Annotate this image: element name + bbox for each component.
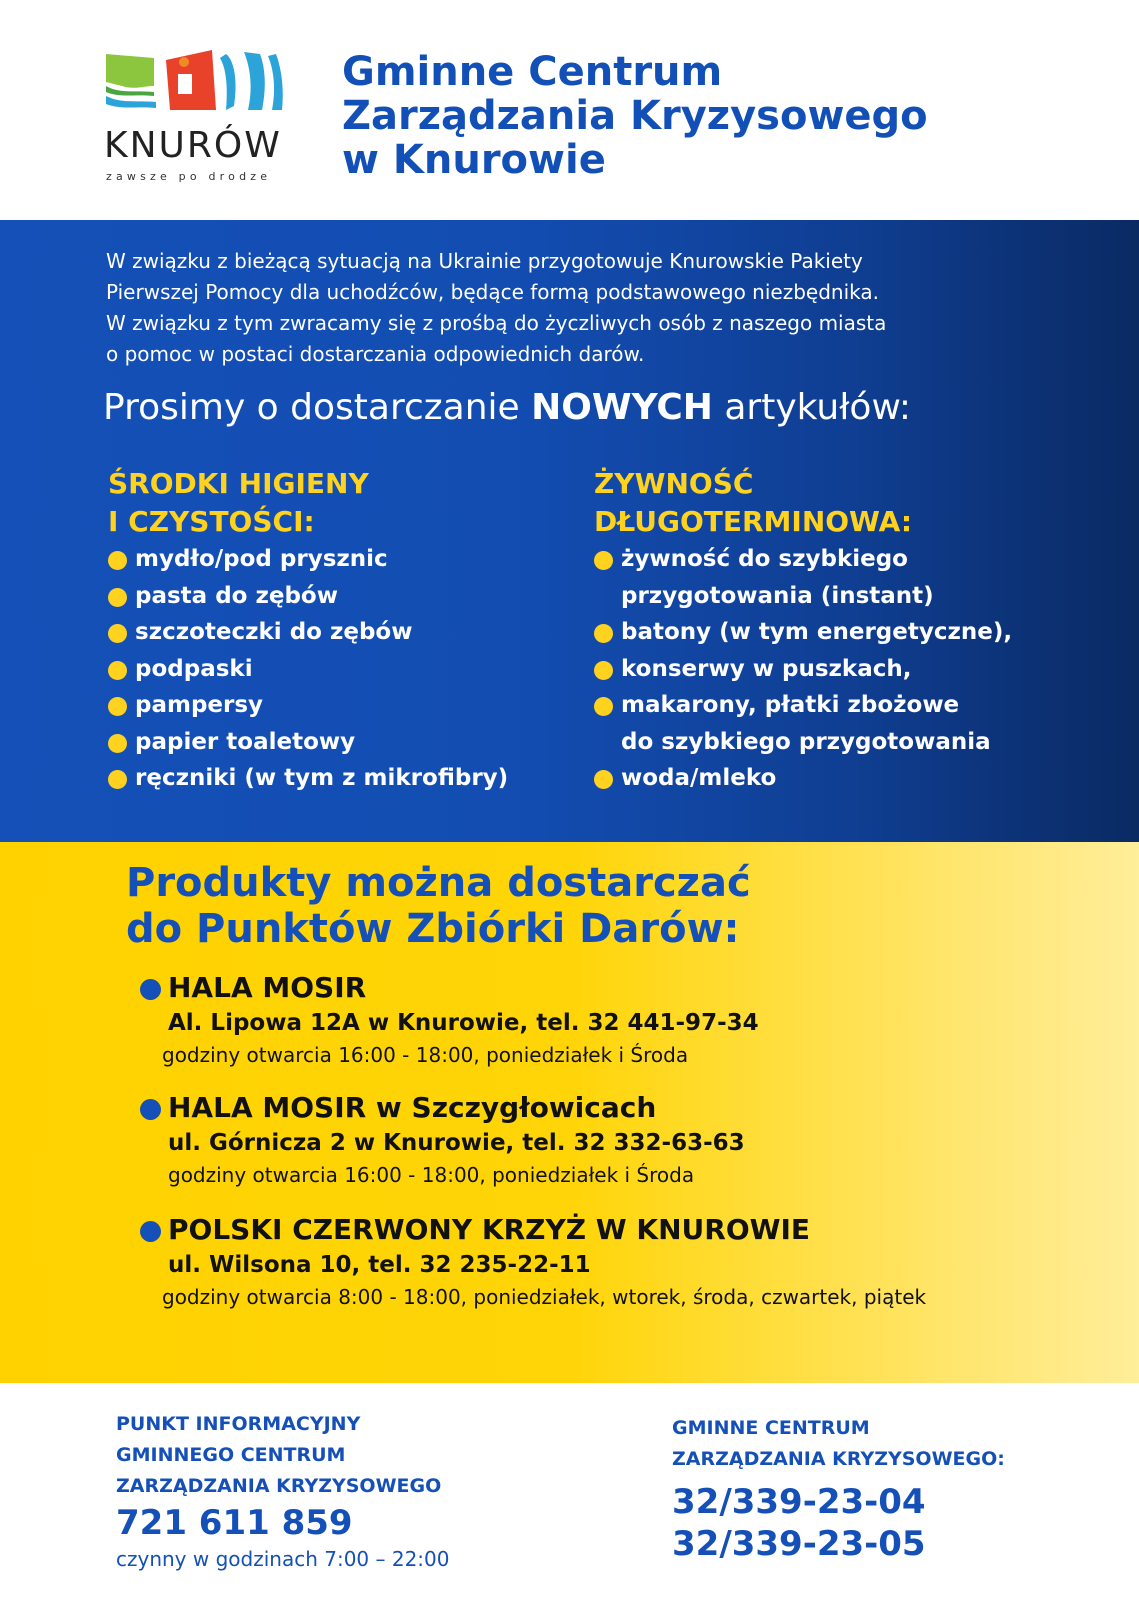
bullet-icon [140,1099,161,1120]
list-item-label: woda/mleko [621,765,777,791]
bullet-icon [108,624,127,643]
list-item-label: pasta do zębów [135,582,338,609]
bullet-icon [108,697,127,716]
appeal-section [0,220,1139,842]
bullet-icon [108,588,127,607]
list-item-label: pampersy [135,692,264,718]
list-item [108,651,578,688]
list-item [108,760,578,797]
crisis-center-label: GMINNE CENTRUM [672,1417,870,1439]
info-point-label: ZARZĄDZANIA KRYZYSOWEGO [116,1475,442,1497]
request-suffix: artykułów: [712,387,912,428]
header [0,0,1139,220]
list-item [108,578,578,615]
bullet-icon [140,979,161,1000]
request-prefix: Prosimy o dostarczanie [103,387,532,428]
hygiene-heading-line: ŚRODKI HIGIENY [108,467,369,500]
bullet-icon [594,697,613,716]
list-item-label: podpaski [135,655,253,682]
intro-text [106,246,1006,370]
food-list [594,541,1134,797]
bullet-icon [594,624,613,643]
list-item-label-cont: przygotowania (instant) [621,582,934,609]
collection-point [140,970,1120,1070]
bullet-icon [140,1221,161,1242]
bullet-icon [108,734,127,753]
bullet-icon [108,770,127,789]
collection-title [126,860,751,952]
point-name-label: HALA MOSIR [168,971,367,1004]
title-line: Gminne Centrum [342,49,723,95]
info-point-phone: 721 611 859 [116,1503,353,1543]
hygiene-heading [108,465,578,541]
crisis-center-phone: 32/339-23-05 [672,1524,926,1564]
list-item-label: szczoteczki do zębów [135,619,413,645]
list-item-label: papier toaletowy [135,728,356,755]
list-item-label: ręczniki (w tym z mikrofibry) [135,765,509,791]
knurow-logo [104,50,284,185]
info-point-label: GMINNEGO CENTRUM [116,1444,346,1466]
list-item [594,687,1134,760]
crisis-center-label: ZARZĄDZANIA KRYZYSOWEGO: [672,1448,1005,1470]
list-item-label: konserwy w puszkach, [621,655,912,682]
crisis-center-phone: 32/339-23-04 [672,1482,926,1522]
logo-wordmark: KNURÓW [104,125,282,166]
request-heading [103,386,911,430]
intro-line: Pierwszej Pomocy dla uchodźców, będące formą podstawowego niezbędnika. [106,280,879,304]
food-heading [594,465,1134,541]
point-name-label: POLSKI CZERWONY KRZYŻ W KNUROWIE [168,1213,811,1246]
point-name [140,970,1120,1006]
hygiene-heading-line: I CZYSTOŚCI: [108,505,315,538]
list-item [594,651,1134,688]
hygiene-column [108,465,578,797]
contact-footer [0,1383,1139,1600]
list-item [108,687,578,724]
intro-line: W związku z tym zwracamy się z prośbą do życzliwych osób z naszego miasta [106,311,887,335]
point-name [140,1212,1120,1248]
list-item-label: żywność do szybkiego [621,546,908,572]
collection-point [140,1212,1120,1312]
info-point-hours: czynny w godzinach 7:00 – 22:00 [116,1547,450,1571]
info-point-label: PUNKT INFORMACYJNY [116,1413,361,1435]
list-item [108,541,578,578]
list-item [594,760,1134,797]
point-name [140,1090,1120,1126]
bullet-icon [594,661,613,680]
point-address: ul. Wilsona 10, tel. 32 235-22-11 [168,1252,591,1278]
collection-point [140,1090,1120,1190]
list-item-label: mydło/pod prysznic [135,546,388,572]
bullet-icon [108,551,127,570]
list-item [108,614,578,651]
list-item [594,614,1134,651]
food-heading-line: ŻYWNOŚĆ [594,467,754,500]
logo-mark-icon [104,50,284,112]
list-item [594,541,1134,614]
food-column [594,465,1134,797]
point-address: Al. Lipowa 12A w Knurowie, tel. 32 441-97-34 [168,1010,759,1036]
collection-title-line: Produkty można dostarczać [126,860,751,906]
intro-line: o pomoc w postaci dostarczania odpowiednich darów. [106,342,645,366]
bullet-icon [594,770,613,789]
info-point-contact [116,1409,450,1574]
point-hours: godziny otwarcia 16:00 - 18:00, poniedziałek i Środa [168,1163,695,1187]
intro-line: W związku z bieżącą sytuacją na Ukrainie przygotowuje Knurowskie Pakiety [106,249,863,273]
page-title [342,50,1122,182]
bullet-icon [108,661,127,680]
point-hours: godziny otwarcia 8:00 - 18:00, poniedziałek, wtorek, środa, czwartek, piątek [162,1285,927,1309]
request-emphasis: NOWYCH [531,387,713,428]
point-name-label: HALA MOSIR w Szczygłowicach [168,1091,657,1124]
list-item [108,724,578,761]
list-item-label-cont: do szybkiego przygotowania [621,728,991,755]
title-line: w Knurowie [342,137,606,183]
food-heading-line: DŁUGOTERMINOWA: [594,505,913,538]
bullet-icon [594,551,613,570]
logo-tagline: zawsze po drodze [106,170,272,183]
title-line: Zarządzania Kryzysowego [342,93,928,139]
collection-title-line: do Punktów Zbiórki Darów: [126,906,740,952]
collection-section [0,842,1139,1383]
list-item-label: batony (w tym energetyczne), [621,619,1013,645]
point-hours: godziny otwarcia 16:00 - 18:00, poniedziałek i Środa [162,1043,689,1067]
crisis-center-contact [672,1413,1005,1565]
hygiene-list [108,541,578,797]
list-item-label: makarony, płatki zbożowe [621,692,960,718]
point-address: ul. Górnicza 2 w Knurowie, tel. 32 332-63-63 [168,1130,745,1156]
